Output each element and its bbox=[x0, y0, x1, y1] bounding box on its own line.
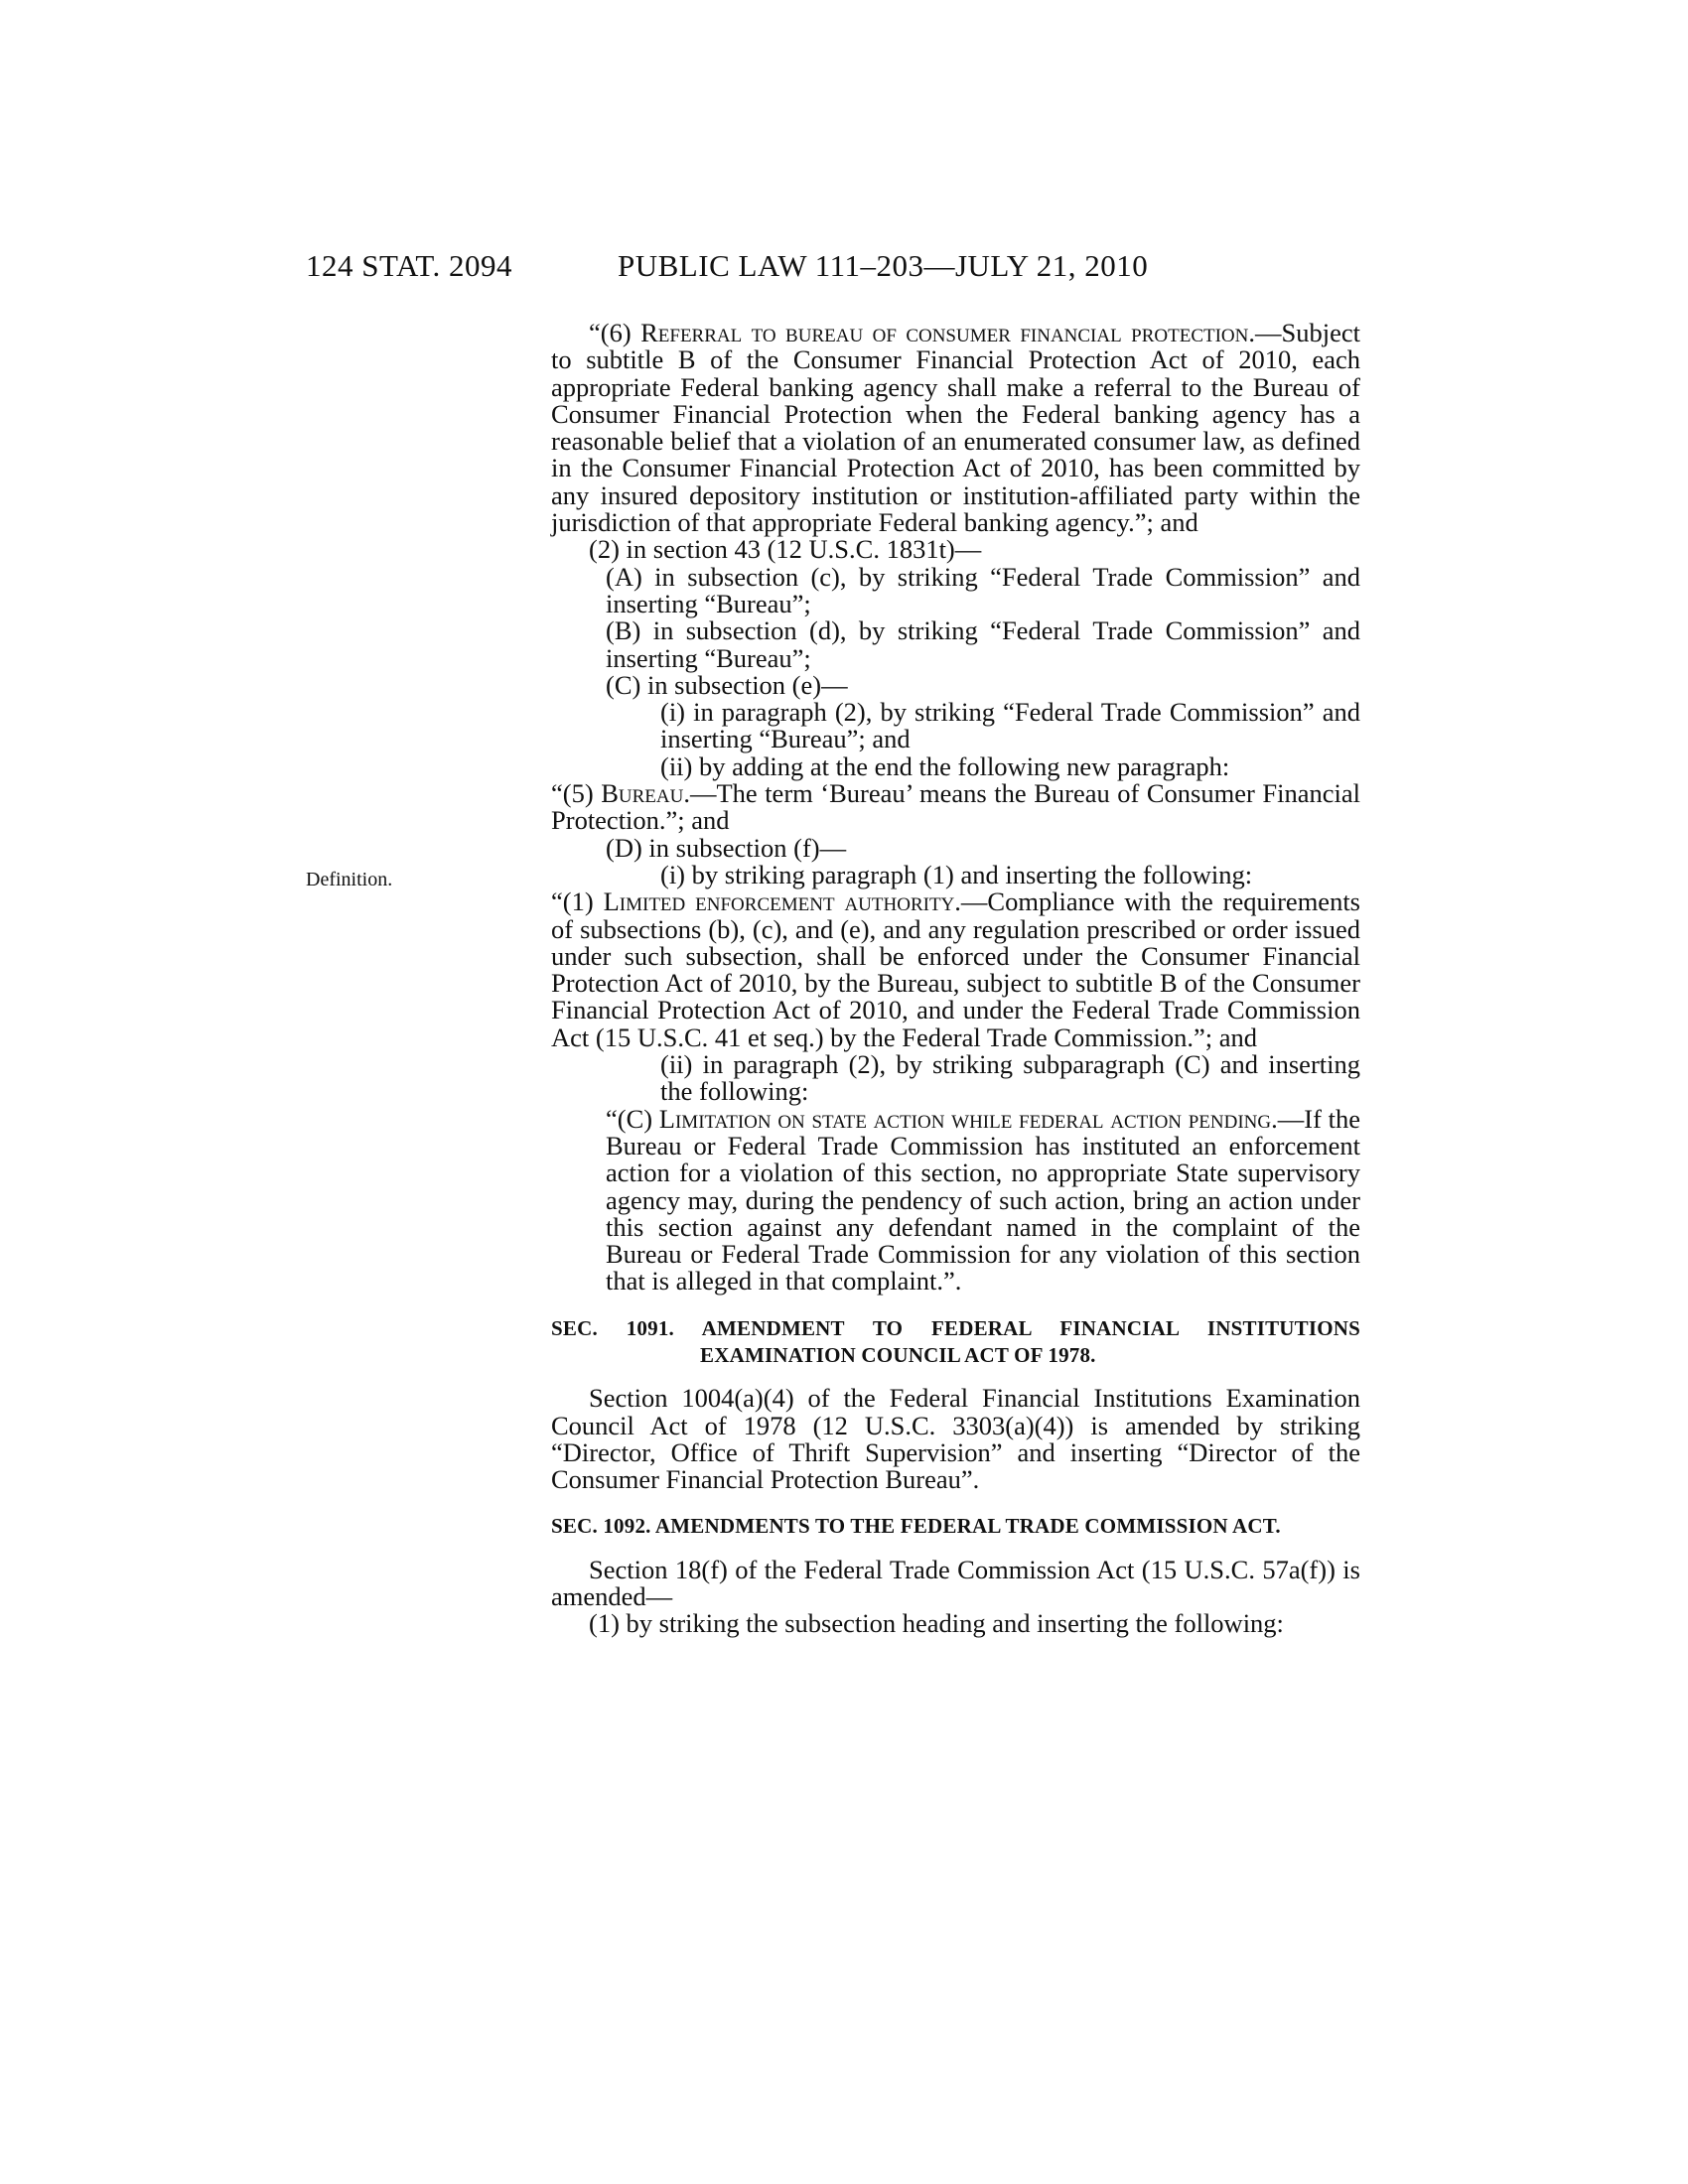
margin-note-definition: Definition. bbox=[306, 869, 393, 890]
section-1092-text: Section 18(f) of the Federal Trade Commission Act (15 U.S.C. 57a(f)) is amended— bbox=[551, 1554, 1360, 1612]
subparagraph-a bbox=[551, 561, 1360, 618]
paragraph-number: “(C) bbox=[606, 1103, 659, 1134]
paragraph-caption: Limitation on state action while federal action pending. bbox=[658, 1103, 1278, 1134]
clause-d-i: (i) by striking paragraph (1) and inserting the following: bbox=[660, 859, 1253, 889]
section-1092-paragraph-1: (1) by striking the subsection heading and inserting the following: bbox=[589, 1608, 1284, 1639]
paragraph-number: “(1) bbox=[551, 887, 604, 917]
paragraph-2-section-43: (2) in section 43 (12 U.S.C. 1831t)— bbox=[589, 534, 982, 565]
page-reference: 124 STAT. 2094 bbox=[306, 248, 513, 283]
subparagraph-d: (D) in subsection (f)— bbox=[606, 832, 847, 863]
clause-c-i: (i) in paragraph (2), by striking “Federal Trade Commission” and inserting “Bureau”; and bbox=[660, 697, 1360, 754]
paragraph-5-bureau-definition bbox=[551, 780, 1360, 835]
subparagraph-b-text: (B) in subsection (d), by striking “Federal Trade Commission” and inserting “Bureau”; bbox=[606, 615, 1360, 673]
paragraph-text: —Compliance with the requirements of subsections (b), (c), and (e), and any regulation prescribed or order issued under such subsection, shall be enforced under the Consumer Financial Protection Act of 2010, by the Bureau, subject to subtitle B of the Consumer Financial Protection Act of 2010, and under the Federal Trade Commission Act (15 U.S.C. 41 et seq.) by the Federal Trade Commission.”; and bbox=[551, 887, 1360, 1052]
paragraph-text: —If the Bureau or Federal Trade Commission has instituted an enforcement action for a violation of this section, no appropriate State supervisory agency may, during the pendency of such action, bring an action under this section against any defendant named in the complaint of the Bureau or Federal Trade Commission for any violation of this section that is alleged in that complaint.”. bbox=[606, 1103, 1360, 1297]
clause-c-ii: (ii) by adding at the end the following new paragraph: bbox=[660, 751, 1230, 781]
subparagraph-c: (C) in subsection (e)— bbox=[606, 669, 848, 700]
paragraph-number: “(5) bbox=[551, 778, 602, 809]
paragraph-text: —The term ‘Bureau’ means the Bureau of Consumer Financial Protection.”; and bbox=[551, 778, 1360, 836]
section-1092-heading: SEC. 1092. AMENDMENTS TO THE FEDERAL TRADE COMMISSION ACT. bbox=[551, 1514, 1281, 1539]
section-1091-heading: SEC. 1091. AMENDMENT TO FEDERAL FINANCIAL INSTITUTIONS EXAMINATION COUNCIL ACT OF 1978. bbox=[551, 1315, 1360, 1367]
paragraph-1-limited-enforcement bbox=[551, 888, 1360, 1051]
paragraph-caption: Limited enforcement authority. bbox=[603, 887, 961, 917]
running-title: PUBLIC LAW 111–203—JULY 21, 2010 bbox=[618, 248, 1149, 283]
subparagraph-c-limitation bbox=[551, 1103, 1360, 1297]
statute-text-body bbox=[551, 320, 1360, 1638]
section-1091-text: Section 1004(a)(4) of the Federal Financial Institutions Examination Council Act of 1978 (12 U.S.C. 3303(a)(4)) is amended by striking “Director, Office of Thrift Supervision” and inserting “Director of the Consumer Financial Protection Bureau”. bbox=[551, 1383, 1360, 1495]
paragraph-caption: Bureau. bbox=[601, 778, 690, 809]
paragraph-6-referral bbox=[551, 320, 1360, 536]
paragraph-number: “(6) bbox=[589, 318, 641, 347]
subparagraph-b bbox=[551, 617, 1360, 672]
subparagraph-a-text: (A) in subsection (c), by striking “Federal Trade Commission” and inserting “Bureau”; bbox=[606, 561, 1360, 618]
clause-d-ii: (ii) in paragraph (2), by striking subparagraph (C) and inserting the following: bbox=[660, 1049, 1360, 1107]
paragraph-text: —Subject to subtitle B of the Consumer Financial Protection Act of 2010, each appropriate Federal banking agency shall make a referral to the Bureau of Consumer Financial Protection when the Federal banking agency has a reasonable belief that a violation of an enumerated consumer law, as defined in the Consumer Financial Protection Act of 2010, has been committed by any insured depository institution or institution-affiliated party within the jurisdiction of that appropriate Federal banking agency.”; and bbox=[551, 318, 1360, 538]
paragraph-caption: Referral to bureau of consumer financial protection. bbox=[640, 318, 1255, 347]
